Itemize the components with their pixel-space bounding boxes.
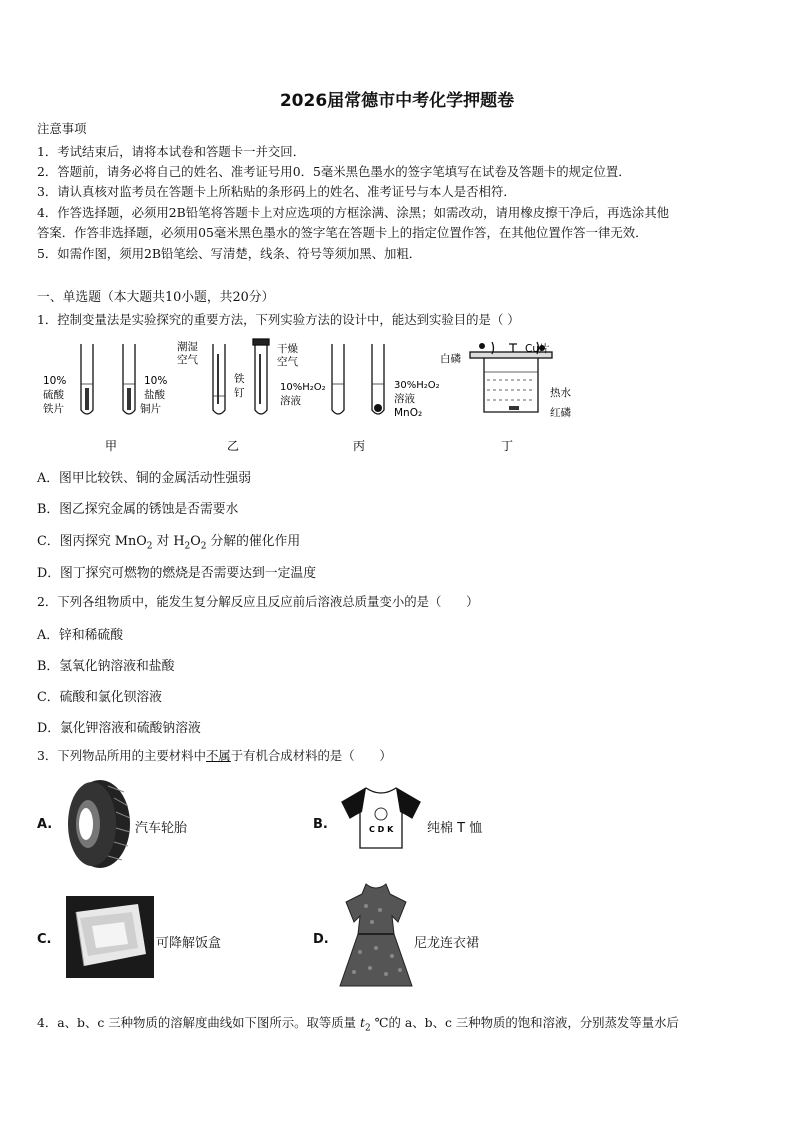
page-title: 2026届常德市中考化学押题卷 bbox=[279, 91, 515, 111]
bing-right-solution: 溶液 bbox=[394, 393, 415, 405]
q3-option-a-letter: A. bbox=[37, 817, 53, 832]
q1-figure bbox=[37, 336, 757, 460]
dress-image bbox=[336, 882, 416, 994]
question-2-stem: 2．下列各组物质中，能发生复分解反应且反应前后溶液总质量变小的是（ ） bbox=[37, 594, 479, 609]
q1-option-c: C．图丙探究 MnO$_2$ 对 $H_2O_2$ 分解的催化作用 bbox=[37, 534, 301, 552]
q3-option-d-letter: D. bbox=[313, 932, 329, 947]
jia-left-acid: 硫酸 bbox=[43, 389, 64, 401]
lunchbox-image bbox=[66, 896, 154, 978]
caption-ding: 丁 bbox=[501, 439, 514, 453]
ding-white-phosphorus: 白磷 bbox=[440, 353, 461, 365]
yi-wet-air: 潮湿 bbox=[177, 341, 198, 353]
caption-yi: 乙 bbox=[227, 439, 240, 453]
jia-left-conc: 10% bbox=[43, 375, 67, 387]
tire-image bbox=[64, 778, 134, 870]
section-heading: 一、单选题（本大题共10小题，共20分） bbox=[37, 290, 275, 305]
jia-right-acid: 盐酸 bbox=[144, 389, 165, 401]
q1-option-b: B．图乙探究金属的锈蚀是否需要水 bbox=[37, 502, 239, 517]
notice-item: 2．答题前，请务必将自己的姓名、准考证号用0．5毫米黑色墨水的签字笔填写在试卷及答题卡的规定位置． bbox=[37, 164, 631, 179]
ding-red-phosphorus: 红磷 bbox=[550, 407, 571, 419]
tshirt-image bbox=[340, 784, 422, 854]
tshirt-print: C D K bbox=[369, 825, 394, 834]
caption-bing: 丙 bbox=[353, 439, 366, 453]
q3-option-c-label: 可降解饭盒 bbox=[156, 936, 222, 951]
notice-item: 5．如需作图，须用2B铅笔绘、写清楚，线条、符号等须加黑、加粗． bbox=[37, 246, 422, 261]
q1-option-a: A．图甲比较铁、铜的金属活动性强弱 bbox=[37, 471, 251, 486]
bing-left-solution: 溶液 bbox=[280, 395, 301, 407]
notice-item: 3．请认真核对监考员在答题卡上所粘贴的条形码上的姓名、准考证号与本人是否相符． bbox=[37, 184, 516, 199]
q3-option-a-label: 汽车轮胎 bbox=[135, 821, 188, 836]
q3-option-d-label: 尼龙连衣裙 bbox=[414, 936, 480, 951]
q3-option-c-letter: C. bbox=[37, 932, 52, 947]
ding-copper: Cu片 bbox=[525, 343, 550, 355]
q2-option-a: A．锌和稀硫酸 bbox=[37, 628, 124, 643]
q3-option-b-label: 纯棉 T 恤 bbox=[427, 821, 483, 836]
yi-nail: 铁 bbox=[234, 373, 245, 385]
bing-right-solution: 30%H₂O₂ bbox=[394, 380, 440, 391]
yi-wet-air: 空气 bbox=[177, 354, 198, 366]
yi-dry-air: 干燥 bbox=[277, 343, 298, 355]
jia-right-metal: 铜片 bbox=[140, 403, 161, 415]
notice-item: 1．考试结束后，请将本试卷和答题卡一并交回． bbox=[37, 144, 306, 159]
q2-option-c: C．硫酸和氯化钡溶液 bbox=[37, 690, 162, 705]
question-1-stem: 1．控制变量法是实验探究的重要方法，下列实验方法的设计中，能达到实验目的是（ ） bbox=[37, 312, 520, 327]
caption-jia: 甲 bbox=[105, 439, 118, 453]
yi-dry-air: 空气 bbox=[277, 356, 298, 368]
bing-catalyst: MnO₂ bbox=[394, 407, 423, 419]
ding-hot-water: 热水 bbox=[550, 387, 571, 399]
notice-item: 4．作答选择题，必须用2B铅笔将答题卡上对应选项的方框涂满、涂黑；如需改动，请用橡皮擦干净后，再选涂其他 bbox=[37, 205, 670, 220]
jia-left-metal: 铁片 bbox=[43, 403, 64, 415]
yi-nail: 钉 bbox=[234, 387, 245, 399]
q2-option-d: D．氯化钾溶液和硫酸钠溶液 bbox=[37, 721, 201, 736]
jia-right-conc: 10% bbox=[144, 375, 168, 387]
bing-left-solution: 10%H₂O₂ bbox=[280, 382, 326, 393]
q1-option-d: D．图丁探究可燃物的燃烧是否需要达到一定温度 bbox=[37, 566, 316, 581]
q3-option-b-letter: B. bbox=[313, 817, 328, 832]
question-4-stem: 4．a、b、c 三种物质的溶解度曲线如下图所示。取等质量 $t_2$ ℃的 a、b、c 三种物质的饱和溶液，分别蒸发等量水后 bbox=[37, 1015, 679, 1034]
q2-option-b: B．氢氧化钠溶液和盐酸 bbox=[37, 659, 175, 674]
notice-item: 答案．作答非选择题，必须用05毫米黑色墨水的签字笔在答题卡上的指定位置作答，在其他位置作答一律无效． bbox=[37, 225, 648, 240]
question-3-stem: 3．下列物品所用的主要材料中不属于有机合成材料的是（ ） bbox=[37, 748, 392, 763]
notice-heading: 注意事项 bbox=[37, 121, 87, 136]
